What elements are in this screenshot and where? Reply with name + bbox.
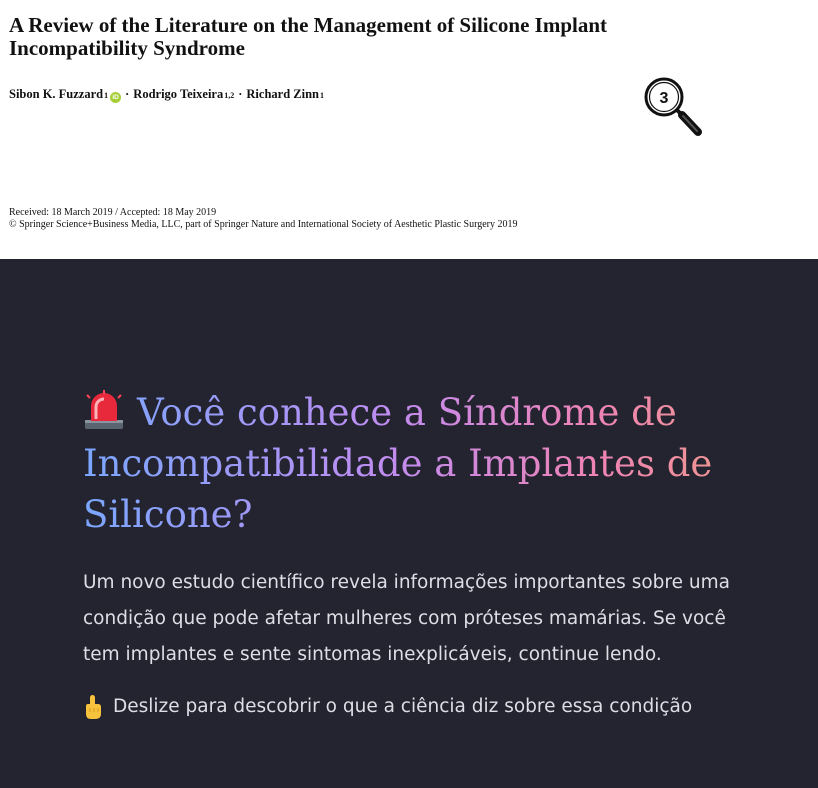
author-list — [9, 87, 324, 102]
pointing-finger-icon — [83, 694, 103, 720]
card-body-text: Um novo estudo científico revela informações importantes sobre uma condição que pode afetar mulheres com próteses mamárias. Se você tem implantes e sente sintomas inexplicáveis, continue lendo. — [83, 572, 730, 665]
author-affiliation: 1 — [104, 91, 109, 100]
swipe-hint-text: Deslize para descobrir o que a ciência diz sobre essa condição — [113, 696, 693, 717]
author-affiliation: 1,2 — [224, 91, 235, 100]
info-card — [0, 259, 818, 788]
author-separator: · — [125, 87, 130, 101]
publication-dates — [9, 207, 518, 231]
magnifier-number: 3 — [659, 90, 669, 107]
orcid-icon: iD — [110, 92, 121, 103]
author-name: Rodrigo Teixeira — [133, 87, 224, 101]
magnifier-icon — [642, 76, 704, 140]
received-accepted-line: Received: 18 March 2019 / Accepted: 18 May 2019 — [9, 207, 217, 218]
author-name: Richard Zinn — [246, 87, 319, 101]
author-affiliation: 1 — [320, 91, 324, 100]
rotating-light-icon — [83, 390, 125, 430]
author-name: Sibon K. Fuzzard — [9, 87, 104, 101]
copyright-line: © Springer Science+Business Media, LLC, part of Springer Nature and International Society of Aesthetic Plastic Surgery 2019 — [9, 219, 518, 230]
card-headline — [83, 387, 763, 540]
author-separator: · — [238, 87, 243, 101]
card-headline-text: Você conhece a Síndrome de Incompatibilidade a Implantes de Silicone? — [83, 391, 713, 536]
article-title: A Review of the Literature on the Management of Silicone Implant Incompatibility Syndrome — [9, 13, 608, 60]
article-header — [0, 0, 818, 259]
swipe-hint — [83, 693, 692, 721]
